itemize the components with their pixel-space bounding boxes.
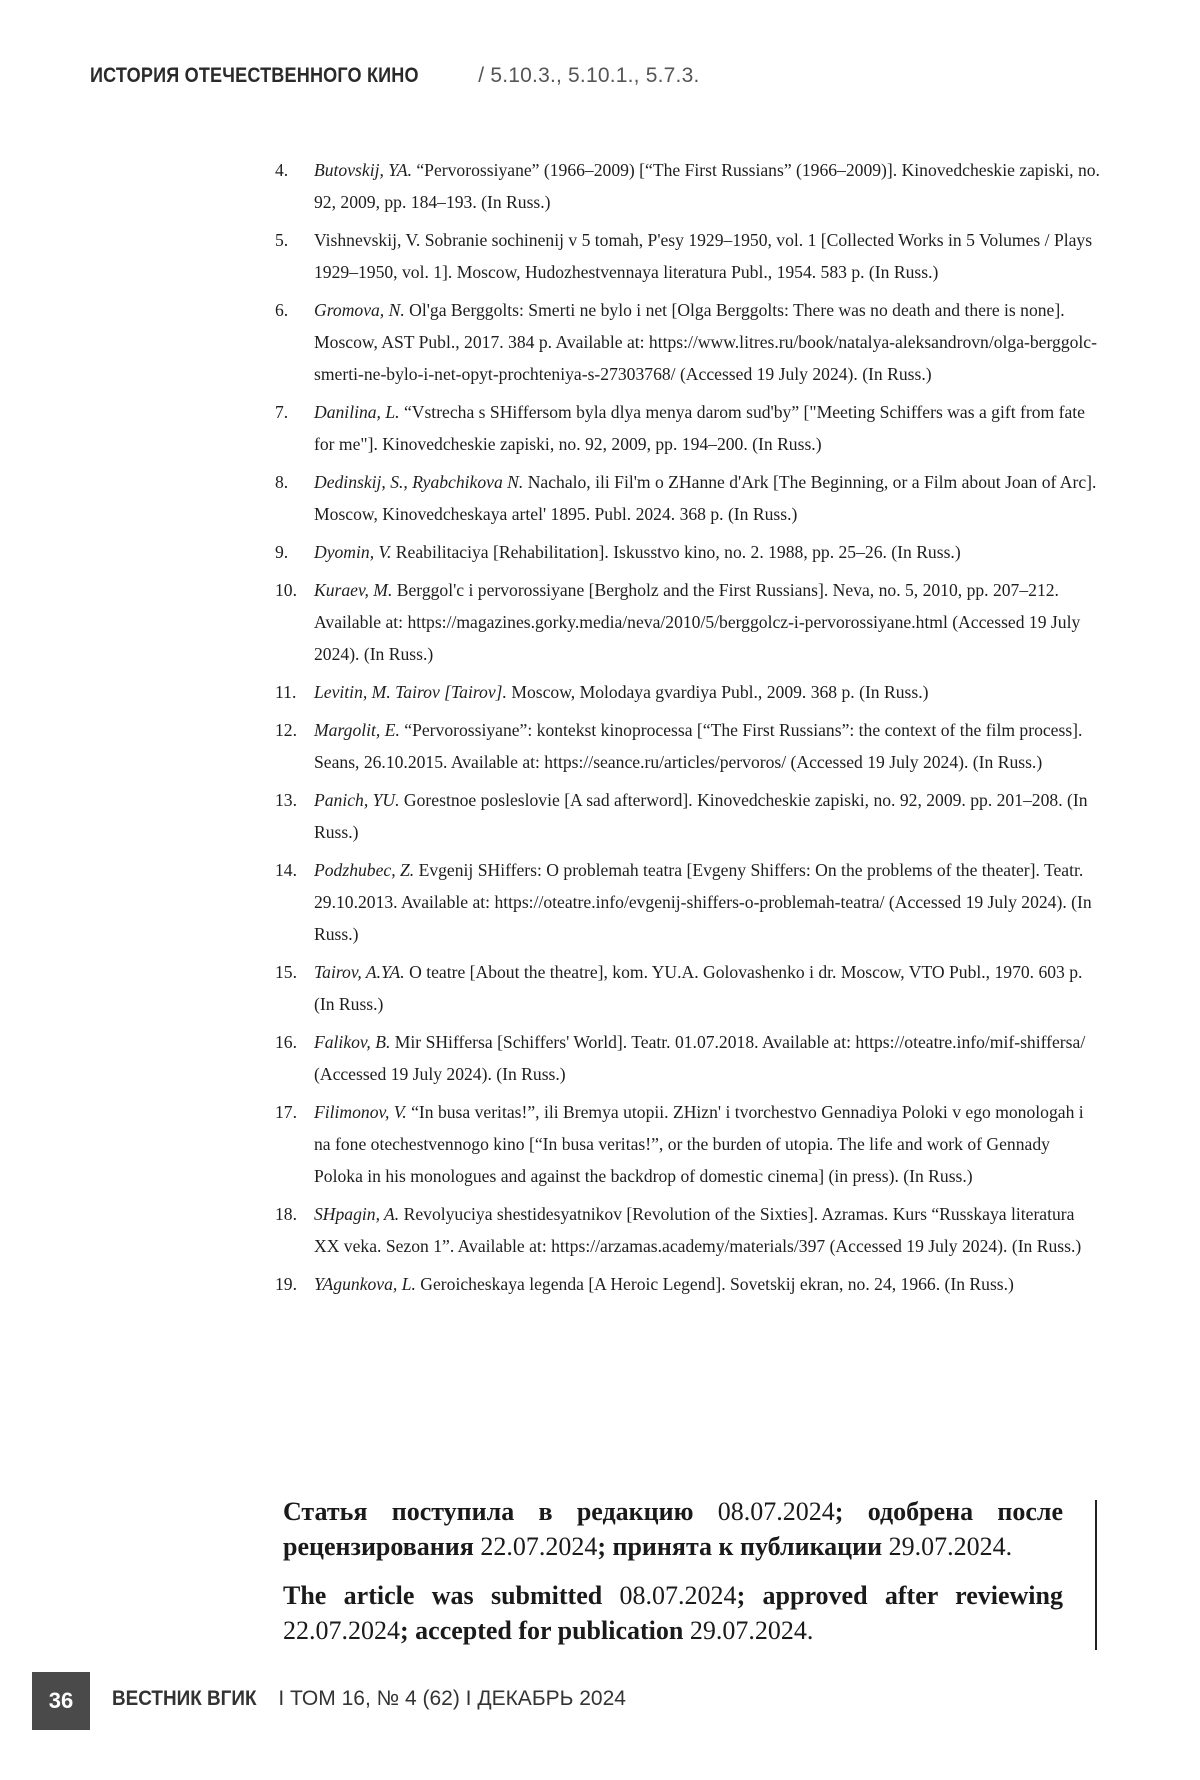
reference-number: 8. (275, 466, 288, 498)
reference-item (280, 676, 1100, 708)
reference-text: “Vstrecha s SHiffersom byla dlya menya darom sud'by” ["Meeting Schiffers was a gift from fate for me"]. Kinovedcheskie zapiski, no. 92, 2009, pp. 194–200. (In Russ.) (314, 402, 1085, 454)
journal-info (112, 1687, 626, 1711)
reference-number: 4. (275, 154, 288, 186)
reference-list (280, 154, 1100, 1306)
reference-item (280, 854, 1100, 950)
reference-author: Butovskij, YA. (314, 160, 412, 180)
reference-item (280, 1026, 1100, 1090)
reference-text: Gorestnoe posleslovie [A sad afterword]. Kinovedcheskie zapiski, no. 92, 2009. pp. 201–208. (In Russ.) (314, 790, 1088, 842)
reference-text: Nachalo, ili Fil'm o ZHanne d'Ark [The Beginning, or a Film about Joan of Arc]. Moscow, Kinovedcheskaya artel' 1895. Publ. 2024. 368 p. (In Russ.) (314, 472, 1096, 524)
reference-number: 6. (275, 294, 288, 326)
article-history-ru (283, 1494, 1063, 1564)
section-title: ИСТОРИЯ ОТЕЧЕСТВЕННОГО КИНО (90, 64, 419, 88)
reference-item (280, 574, 1100, 670)
reference-text: Vishnevskij, V. Sobranie sochinenij v 5 tomah, P'esy 1929–1950, vol. 1 [Collected Works in 5 Volumes / Plays 1929–1950, vol. 1]. Moscow, Hudozhestvennaya literatura Publ., 1954. 583 p. (In Russ.) (314, 230, 1092, 282)
reference-author: Dedinskij, S., Ryabchikova N. (314, 472, 523, 492)
reference-text: Ol'ga Berggolts: Smerti ne bylo i net [Olga Berggolts: There was no death and there is none]. Moscow, AST Publ., 2017. 384 p. Available at: https://www.litres.ru/book/natalya-aleksandrovn/olga-berggolc-smerti-ne-bylo-i-net-opyt-prochteniya-s-27303768/ (Accessed 19 July 2024). (In Russ.) (314, 300, 1097, 384)
approved-label-ru: ; одобрена после рецензирования (283, 1497, 1063, 1561)
reference-number: 13. (275, 784, 297, 816)
accepted-date-en: 29.07.2024. (683, 1616, 813, 1645)
submitted-label-en: The article was submitted (283, 1581, 602, 1610)
reference-number: 15. (275, 956, 297, 988)
reference-number: 14. (275, 854, 297, 886)
reference-author: Falikov, B. (314, 1032, 390, 1052)
reference-text: Revolyuciya shestidesyatnikov [Revolution of the Sixties]. Azramas. Kurs “Russkaya literatura XX veka. Sezon 1”. Available at: https://arzamas.academy/materials/397 (Accessed 19 July 2024). (In Russ.) (314, 1204, 1081, 1256)
reference-item (280, 294, 1100, 390)
reference-number: 18. (275, 1198, 297, 1230)
reference-text: Berggol'c i pervorossiyane [Bergholz and the First Russians]. Neva, no. 5, 2010, pp. 207–212. Available at: https://magazines.gorky.media/neva/2010/5/berggolcz-i-pervorossiyane.html (Accessed 19 July 2024). (In Russ.) (314, 580, 1080, 664)
submitted-label-ru: Статья поступила в редакцию (283, 1497, 693, 1526)
reference-text: “Pervorossiyane”: kontekst kinoprocessa [“The First Russians”: the context of the film process]. Seans, 26.10.2015. Available at: https://seance.ru/articles/pervoros/ (Accessed 19 July 2024). (In Russ.) (314, 720, 1082, 772)
reference-author: YAgunkova, L. (314, 1274, 416, 1294)
reference-text: Geroicheskaya legenda [A Heroic Legend]. Sovetskij ekran, no. 24, 1966. (In Russ.) (416, 1274, 1014, 1294)
reference-number: 9. (275, 536, 288, 568)
reference-author: Margolit, E. (314, 720, 400, 740)
reference-author: Kuraev, M. (314, 580, 392, 600)
reference-item (280, 1198, 1100, 1262)
approved-date-ru: 22.07.2024 (474, 1532, 598, 1561)
section-codes: / 5.10.3., 5.10.1., 5.7.3. (472, 64, 699, 87)
reference-item (280, 956, 1100, 1020)
reference-author: Filimonov, V. (314, 1102, 407, 1122)
approved-date-en: 22.07.2024 (283, 1616, 400, 1645)
reference-text: “In busa veritas!”, ili Bremya utopii. ZHizn' i tvorchestvo Gennadiya Poloki v ego monologah i na fone otechestvennogo kino [“In busa veritas!”, or the burden of utopia. The life and work of Gennady Poloka in his monologues and against the backdrop of domestic cinema] (in press). (In Russ.) (314, 1102, 1084, 1186)
journal-name: ВЕСТНИК ВГИК (112, 1687, 256, 1711)
reference-text: Evgenij SHiffers: O problemah teatra [Evgeny Shiffers: On the problems of the theater]. Teatr. 29.10.2013. Available at: https://oteatre.info/evgenij-shiffers-o-problemah-teatra/ (Accessed 19 July 2024). (In Russ.) (314, 860, 1092, 944)
page-footer (0, 1672, 700, 1730)
reference-number: 19. (275, 1268, 297, 1300)
issue-info: I ТОМ 16, № 4 (62) I ДЕКАБРЬ 2024 (273, 1687, 626, 1710)
reference-number: 11. (275, 676, 296, 708)
reference-number: 10. (275, 574, 297, 606)
accepted-label-ru: ; принята к публикации (597, 1532, 882, 1561)
reference-text: Moscow, Molodaya gvardiya Publ., 2009. 368 p. (In Russ.) (507, 682, 929, 702)
reference-text: Reabilitaciya [Rehabilitation]. Iskusstvo kino, no. 2. 1988, pp. 25–26. (In Russ.) (391, 542, 960, 562)
accepted-date-ru: 29.07.2024. (882, 1532, 1012, 1561)
history-divider (1095, 1500, 1097, 1650)
reference-item (280, 1268, 1100, 1300)
reference-number: 12. (275, 714, 297, 746)
reference-author: Danilina, L. (314, 402, 400, 422)
approved-label-en: ; approved after reviewing (737, 1581, 1063, 1610)
reference-author: Tairov, A.YA. (314, 962, 405, 982)
reference-number: 17. (275, 1096, 297, 1128)
reference-item (280, 784, 1100, 848)
reference-number: 5. (275, 224, 288, 256)
reference-author: Dyomin, V. (314, 542, 391, 562)
submitted-date-ru: 08.07.2024 (693, 1497, 834, 1526)
submitted-date-en: 08.07.2024 (602, 1581, 736, 1610)
reference-number: 16. (275, 1026, 297, 1058)
reference-author: Podzhubec, Z. (314, 860, 414, 880)
article-history (283, 1494, 1063, 1662)
reference-item (280, 154, 1100, 218)
reference-text: “Pervorossiyane” (1966–2009) [“The First Russians” (1966–2009)]. Kinovedcheskie zapiski, no. 92, 2009, pp. 184–193. (In Russ.) (314, 160, 1100, 212)
reference-item (280, 1096, 1100, 1192)
reference-item (280, 224, 1100, 288)
article-history-en (283, 1578, 1063, 1648)
running-head (90, 64, 700, 88)
page-number: 36 (32, 1672, 90, 1730)
accepted-label-en: ; accepted for publication (400, 1616, 683, 1645)
reference-item (280, 536, 1100, 568)
reference-item (280, 466, 1100, 530)
reference-item (280, 396, 1100, 460)
reference-item (280, 714, 1100, 778)
reference-text: O teatre [About the theatre], kom. YU.A. Golovashenko i dr. Moscow, VTO Publ., 1970. 603 p. (In Russ.) (314, 962, 1082, 1014)
reference-author: Gromova, N. (314, 300, 405, 320)
reference-author: Levitin, M. Tairov [Tairov]. (314, 682, 507, 702)
reference-text: Mir SHiffersa [Schiffers' World]. Teatr. 01.07.2018. Available at: https://oteatre.info/mif-shiffersa/ (Accessed 19 July 2024). (In Russ.) (314, 1032, 1085, 1084)
reference-author: Panich, YU. (314, 790, 400, 810)
reference-author: SHpagin, A. (314, 1204, 399, 1224)
reference-number: 7. (275, 396, 288, 428)
